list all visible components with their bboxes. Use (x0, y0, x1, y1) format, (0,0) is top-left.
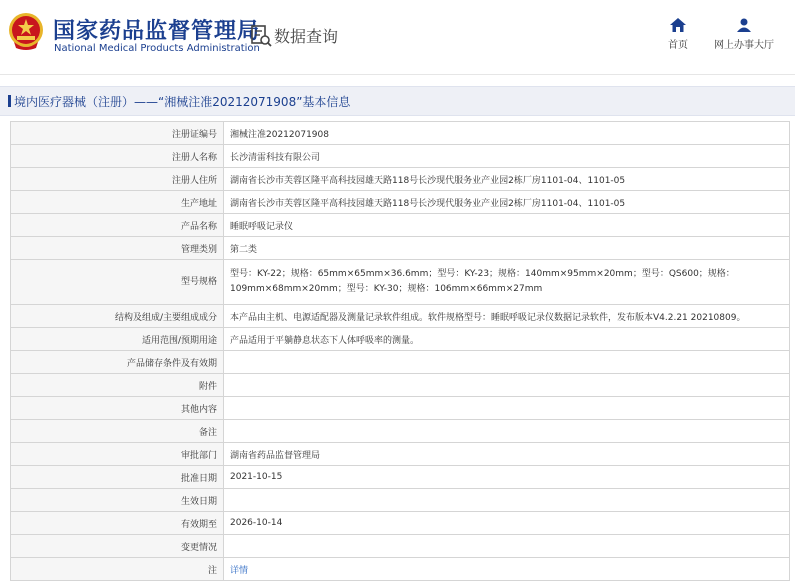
site-header (0, 0, 795, 75)
field-label: 注册人住所 (11, 168, 224, 191)
field-label: 产品名称 (11, 214, 224, 237)
field-value (224, 374, 790, 397)
field-label: 注册人名称 (11, 145, 224, 168)
data-query-icon[interactable] (250, 24, 272, 48)
table-row (11, 512, 790, 535)
field-value: 第二类 (224, 237, 790, 260)
table-row (11, 191, 790, 214)
table-row (11, 351, 790, 374)
field-label: 附件 (11, 374, 224, 397)
field-value: 2021-10-15 (224, 466, 790, 489)
breadcrumb-text: 境内医疗器械（注册）——“湘械注准20212071908”基本信息 (14, 95, 351, 109)
field-label: 注册证编号 (11, 122, 224, 145)
field-label: 变更情况 (11, 535, 224, 558)
field-label: 生效日期 (11, 489, 224, 512)
field-value (224, 351, 790, 374)
table-row (11, 328, 790, 351)
site-subtitle: National Medical Products Administration (54, 43, 260, 54)
field-label: 产品储存条件及有效期 (11, 351, 224, 374)
field-value: 2026-10-14 (224, 512, 790, 535)
table-row (11, 260, 790, 305)
table-row (11, 397, 790, 420)
field-value: 型号：KY-22；规格：65mm×65mm×36.6mm；型号：KY-23；规格：140mm×95mm×20mm；型号：QS600；规格：109mm×68mm×20mm；型号：KY-30；规格：106mm×66mm×27mm (224, 260, 790, 305)
field-value: 睡眠呼吸记录仪 (224, 214, 790, 237)
field-label: 适用范围/预期用途 (11, 328, 224, 351)
user-icon (737, 18, 751, 32)
home-icon (670, 18, 686, 32)
nav-online-hall[interactable] (712, 18, 776, 51)
breadcrumb-bar (0, 86, 795, 116)
table-row (11, 168, 790, 191)
field-label: 生产地址 (11, 191, 224, 214)
details-link[interactable]: 详情 (230, 565, 249, 576)
breadcrumb (8, 93, 350, 110)
field-label: 注 (11, 558, 224, 581)
table-row (11, 420, 790, 443)
national-emblem-icon (8, 12, 44, 52)
data-query-link[interactable]: 数据查询 (274, 27, 339, 46)
table-row (11, 466, 790, 489)
field-value (224, 397, 790, 420)
breadcrumb-marker (8, 95, 11, 107)
field-value: 湖南省药品监督管理局 (224, 443, 790, 466)
table-row (11, 305, 790, 328)
field-value: 湖南省长沙市芙蓉区隆平高科技园雄天路118号长沙现代服务业产业园2栋厂房1101-04、1101-05 (224, 191, 790, 214)
table-row (11, 145, 790, 168)
field-value: 湘械注准20212071908 (224, 122, 790, 145)
field-label: 有效期至 (11, 512, 224, 535)
field-label: 管理类别 (11, 237, 224, 260)
nav-home[interactable] (664, 18, 692, 51)
field-label: 审批部门 (11, 443, 224, 466)
field-label: 结构及组成/主要组成成分 (11, 305, 224, 328)
table-row (11, 122, 790, 145)
table-row (11, 489, 790, 512)
field-value: 长沙清雷科技有限公司 (224, 145, 790, 168)
field-value (224, 535, 790, 558)
table-row (11, 237, 790, 260)
field-value: 本产品由主机、电源适配器及测量记录软件组成。软件规格型号：睡眠呼吸记录仪数据记录软件，发布版本V4.2.21 20210809。 (224, 305, 790, 328)
field-value (224, 420, 790, 443)
field-value (224, 558, 790, 581)
field-value: 产品适用于平躺静息状态下人体呼吸率的测量。 (224, 328, 790, 351)
table-row (11, 535, 790, 558)
field-label: 其他内容 (11, 397, 224, 420)
nav-home-label: 首页 (668, 40, 688, 51)
nav-online-hall-label: 网上办事大厅 (714, 40, 774, 51)
table-row (11, 374, 790, 397)
site-title: 国家药品监督管理局 (53, 19, 261, 44)
field-value (224, 489, 790, 512)
field-label: 型号规格 (11, 260, 224, 305)
field-label: 备注 (11, 420, 224, 443)
table-row (11, 443, 790, 466)
field-label: 批准日期 (11, 466, 224, 489)
registration-detail-table (10, 121, 790, 581)
field-value: 湖南省长沙市芙蓉区隆平高科技园雄天路118号长沙现代服务业产业园2栋厂房1101-04、1101-05 (224, 168, 790, 191)
table-row (11, 214, 790, 237)
table-row (11, 558, 790, 581)
